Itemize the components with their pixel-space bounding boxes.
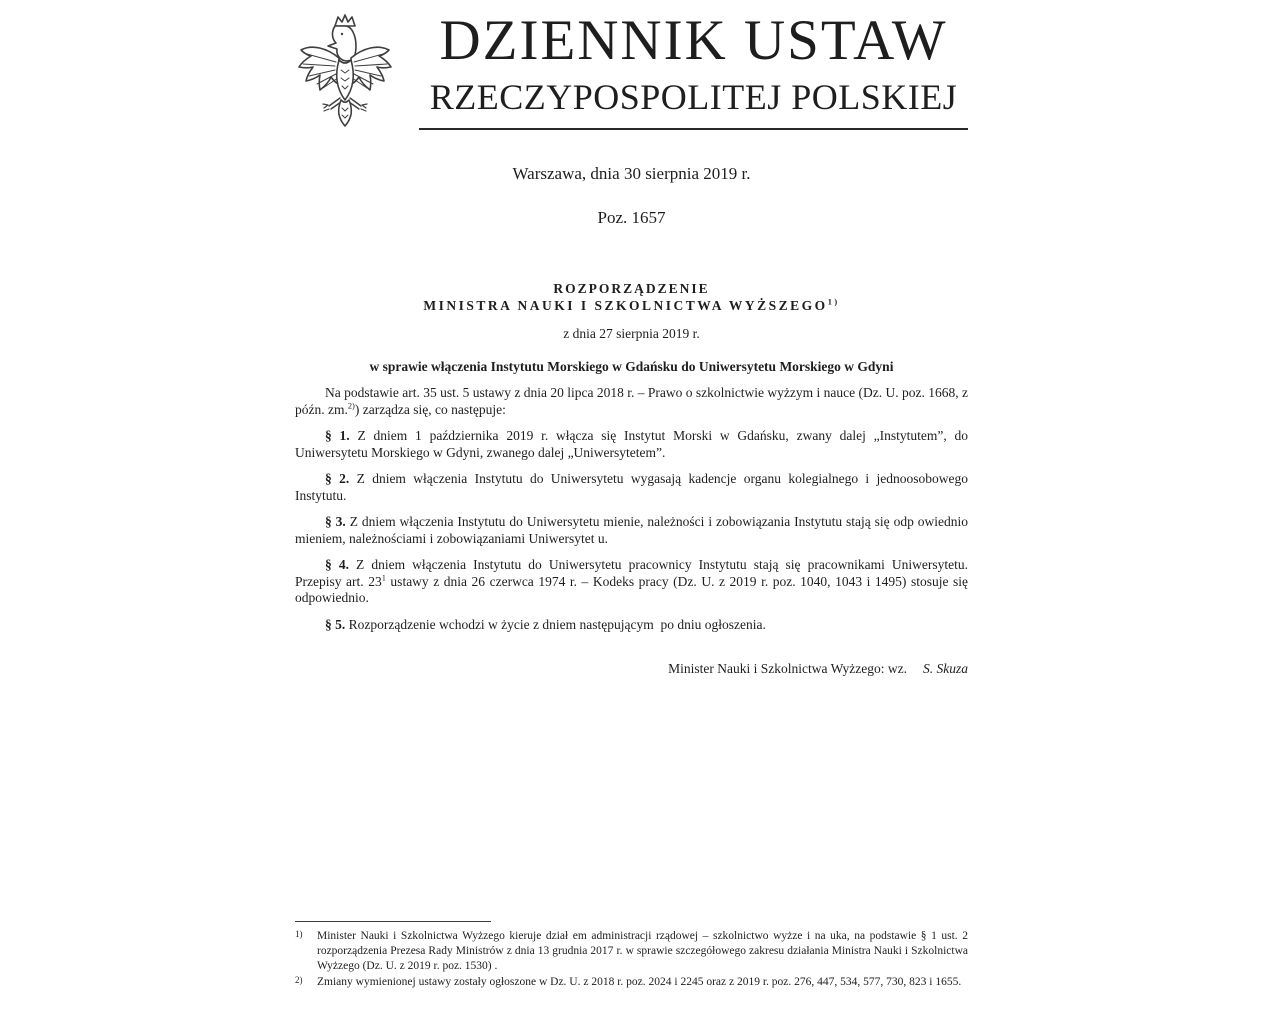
section-3 (295, 514, 972, 547)
section-1-text: Z dniem 1 października 2019 r. włącza się Instytut Morski w Gdańsku, zwany dalej „Instytutem”, do Uniwersytetu Morskiego w Gdyni, zwanego dalej „Uniwersytetem”. (295, 428, 972, 460)
footnote-1-text: Minister Nauki i Szkolnictwa Wyżzego kieruje dział em administracji rządowej – szkolnictwo wyżze i na uka, na podstawie § 1 ust. 2 rozporządzenia Prezesa Rady Ministrów z dnia 13 grudnia 2017 r. w sprawie szczegółowego zakresu działania Ministra Nauki i Szkolnictwa Wyżzego (Dz. U. z 2019 r. poz. 1530) . (317, 930, 971, 972)
issuer-footnote-ref: 1) (827, 297, 840, 307)
section-3-label: § 3. (325, 514, 346, 529)
section-1-label: § 1. (325, 428, 350, 443)
journal-subtitle: RZECZYPOSPOLITEJ POLSKIEJ (429, 77, 958, 118)
section-3-text: Z dniem włączenia Instytutu do Uniwersytetu mienie, należności i zobowiązania Instytutu stają się odp owiednio mieniem, należnościami i zobowiązaniami Uniwersytet u. (295, 514, 972, 546)
act-heading (295, 280, 968, 375)
act-text (295, 385, 972, 633)
section-2 (295, 471, 972, 504)
section-4-label: § 4. (325, 557, 349, 572)
signature-name: S. Skuza (923, 661, 968, 676)
document-body (295, 0, 972, 677)
section-5 (295, 617, 968, 634)
section-5-label: § 5. (325, 616, 346, 632)
section-4-text-cont: ustawy z dnia 26 czerwca 1974 r. – Kodeks pracy (Dz. U. z 2019 r. poz. 1040, 1043 i 1495) stosuje się odpowiednio. (295, 573, 972, 605)
act-type: ROZPORZĄDZENIE (553, 281, 710, 296)
footnote-2-text: Zmiany wymienionej ustawy zostały ogłoszone w Dz. U. z 2018 r. poz. 2024 i 2245 oraz z 2019 r. poz. 276, 447, 534, 577, 730, 823 i 1655. (317, 976, 962, 988)
preamble-footnote-ref: 2) (347, 401, 355, 410)
footnote-1 (295, 929, 971, 974)
section-2-text: Z dniem włączenia Instytutu do Uniwersytetu wygasają kadencje organu kolegialnego i jednoosobowego Instytutu. (295, 471, 972, 503)
section-5-text: Rozporządzenie wchodzi w życie z dniem następującym po dniu ogłoszenia. (348, 616, 766, 632)
act-issuer (295, 297, 968, 315)
footnote-1-marker: 1) (295, 929, 303, 939)
preamble-text: Na podstawie art. 35 ust. 5 ustawy z dnia 20 lipca 2018 r. – Prawo o szkolnictwie wyżzym i nauce (Dz. U. poz. 1668, z późn. zm. (295, 385, 972, 417)
masthead (295, 9, 968, 134)
footnote-2 (295, 975, 968, 990)
act-date: z dnia 27 sierpnia 2019 r. (563, 326, 700, 341)
section-4 (295, 557, 972, 607)
preamble-text-cont: ) zarządza się, co następuje: (354, 401, 506, 417)
dateline: Warszawa, dnia 30 sierpnia 2019 r. (512, 164, 751, 183)
section-2-label: § 2. (325, 471, 350, 486)
polish-eagle-emblem (295, 12, 395, 134)
signature-role: Minister Nauki i Szkolnictwa Wyżzego: wz. (668, 661, 907, 676)
preamble (295, 385, 972, 418)
footnote-2-marker: 2) (295, 975, 303, 985)
section-4-text: Z dniem włączenia Instytutu do Uniwersytetu pracownicy Instytutu stają się pracownikami Uniwersytetu. Przepisy art. 23 (295, 557, 972, 589)
section-1 (295, 428, 972, 461)
act-issuer-text: MINISTRA NAUKI I SZKOLNICTWA WYŻSZEGO (423, 298, 828, 313)
footnote-separator (295, 921, 491, 922)
position-number: Poz. 1657 (597, 208, 666, 227)
footnotes (295, 921, 971, 990)
signature-line (295, 661, 968, 677)
section-4-sup: 1 (381, 573, 386, 582)
act-subject: w sprawie włączenia Instytutu Morskiego w Gdańsku do Uniwersytetu Morskiego w Gdyni (369, 359, 894, 374)
masthead-text (419, 9, 968, 130)
journal-title: DZIENNIK USTAW (439, 9, 948, 72)
